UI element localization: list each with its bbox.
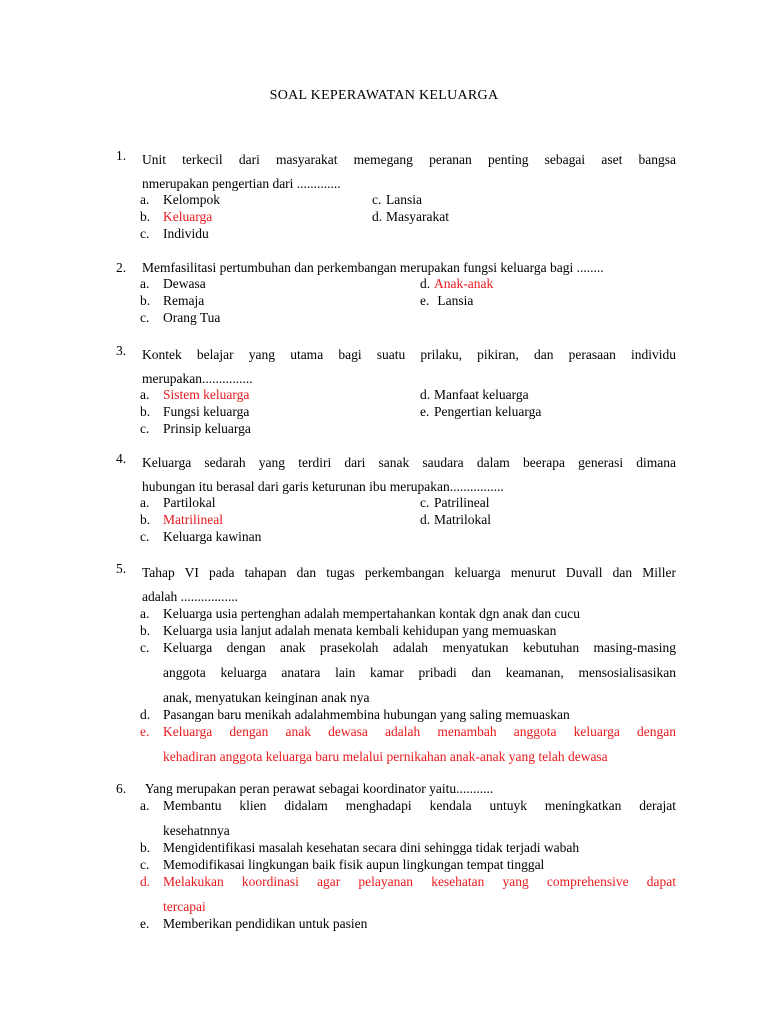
question-1: [116, 150, 676, 242]
option-a[interactable]: a. Membantu klien didalam menghadapi kendala untuyk meningkatkan derajat kesehatnnya: [140, 798, 676, 838]
option-d-answer[interactable]: d. Melakukan koordinasi agar pelayanan kesehatan yang comprehensive dapat tercapai: [140, 874, 676, 914]
question-number: 6.: [116, 781, 127, 796]
option-a[interactable]: a. Partilokal: [140, 495, 216, 510]
question-number: 4.: [116, 451, 127, 466]
question-stem-line: merupakan...............: [142, 371, 253, 386]
option-b[interactable]: b. Fungsi keluarga: [140, 403, 250, 419]
question-stem-line: nmerupakan pengertian dari .............: [142, 176, 341, 191]
option-d[interactable]: d. Manfaat keluarga: [420, 387, 529, 402]
question-stem-line: hubungan itu berasal dari garis keturunan ibu merupakan................: [142, 479, 504, 494]
option-b[interactable]: b. Mengidentifikasi masalah kesehatan secara dini sehingga tidak terjadi wabah: [140, 840, 580, 855]
option-b-answer[interactable]: b. Keluarga: [140, 208, 213, 224]
option-c[interactable]: c. Memodifikasai lingkungan baik fisik aupun lingkungan tempat tinggal: [140, 857, 545, 872]
option-c[interactable]: c. Keluarga kawinan: [140, 528, 262, 544]
option-c[interactable]: c. Individu: [140, 225, 209, 241]
question-number: 3.: [116, 343, 127, 358]
question-stem-line: Memfasilitasi pertumbuhan dan perkembangan merupakan fungsi keluarga bagi ........: [142, 260, 604, 275]
question-stem-line: Yang merupakan peran perawat sebagai koordinator yaitu...........: [142, 781, 494, 796]
question-stem-line: Kontek belajar yang utama bagi suatu prilaku, pikiran, dan perasaan individu: [142, 347, 676, 362]
option-e[interactable]: e. Lansia: [420, 292, 474, 308]
option-c[interactable]: c. Patrilineal: [420, 495, 490, 510]
question-stem-line: Unit terkecil dari masyarakat memegang peranan penting sebagai aset bangsa: [142, 152, 676, 167]
option-d[interactable]: d. Pasangan baru menikah adalahmembina hubungan yang saling memuaskan: [140, 707, 570, 722]
question-5: [116, 563, 676, 765]
option-c[interactable]: c. Keluarga dengan anak prasekolah adalah menyatukan kebutuhan masing-masing anggota keluarga anatara lain kamar pribadi dan keamanan, mensosialisasikan anak, menyatukan keinginan anak nya: [140, 640, 676, 705]
option-a-answer[interactable]: a. Sistem keluarga: [140, 387, 250, 402]
option-c[interactable]: c. Orang Tua: [140, 309, 221, 325]
option-e[interactable]: e. Pengertian keluarga: [420, 403, 542, 419]
question-number: 2.: [116, 260, 127, 275]
question-stem-line: Keluarga sedarah yang terdiri dari sanak saudara dalam beerapa generasi dimana: [142, 455, 676, 470]
question-stem-line: adalah .................: [142, 589, 238, 604]
option-e-answer[interactable]: e. Keluarga dengan anak dewasa adalah menambah anggota keluarga dengan kehadiran anggota keluarga baru melalui pernikahan anak-anak yang telah dewasa: [140, 724, 676, 764]
question-2: [116, 259, 676, 326]
option-c[interactable]: c. Lansia: [372, 192, 422, 207]
option-d[interactable]: d. Matrilokal: [420, 511, 491, 527]
option-a[interactable]: a. Kelompok: [140, 192, 220, 207]
option-c[interactable]: c. Prinsip keluarga: [140, 420, 251, 436]
question-number: 1.: [116, 148, 127, 163]
option-e[interactable]: e. Memberikan pendidikan untuk pasien: [140, 916, 368, 931]
option-a[interactable]: a. Dewasa: [140, 276, 206, 291]
option-b[interactable]: b. Remaja: [140, 292, 205, 308]
question-number: 5.: [116, 561, 127, 576]
option-a[interactable]: a. Keluarga usia pertenghan adalah mempertahankan kontak dgn anak dan cucu: [140, 606, 580, 621]
page-title: SOAL KEPERAWATAN KELUARGA: [269, 88, 499, 103]
option-d-answer[interactable]: d. Anak-anak: [420, 276, 494, 291]
option-b-answer[interactable]: b. Matrilineal: [140, 511, 223, 527]
option-b[interactable]: b. Keluarga usia lanjut adalah menata kembali kehidupan yang memuaskan: [140, 623, 557, 638]
question-stem-line: Tahap VI pada tahapan dan tugas perkembangan keluarga menurut Duvall dan Miller: [142, 565, 676, 580]
question-3: [116, 345, 676, 437]
option-d[interactable]: d. Masyarakat: [372, 208, 449, 224]
question-4: [116, 453, 676, 545]
question-6: [116, 780, 676, 932]
